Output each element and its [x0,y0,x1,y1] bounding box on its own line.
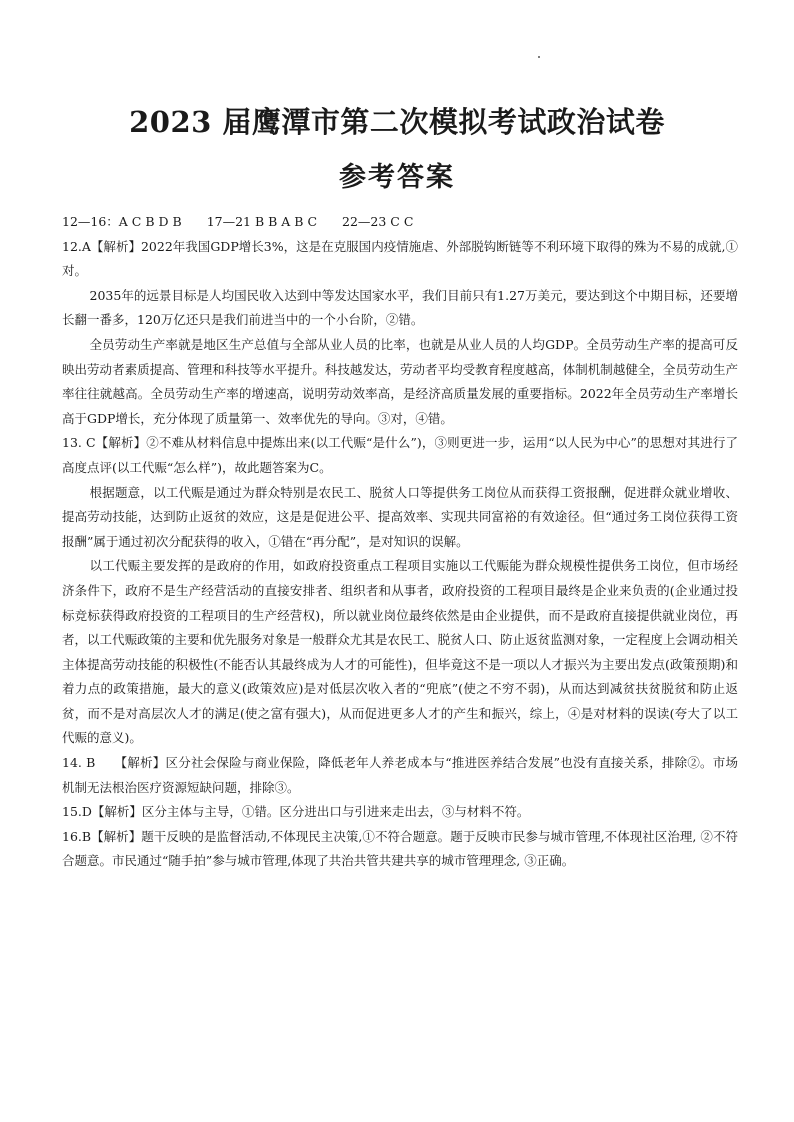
explanation-paragraph: 以工代赈主要发挥的是政府的作用，如政府投资重点工程项目实施以工代赈能为群众规模性提供务工岗位，但市场经济条件下，政府不是生产经营活动的直接安排者、组织者和从事者，政府投资的工程项目最终是企业来负责的(企业通过投标竞标获得政府投资的工程项目的生产经营权)，所以就业岗位最终依然是由企业提供，而不是政府直接提供就业岗位，再者，以工代赈政策的主要和优先服务对象是一般群众尤其是农民工、脱贫人口、防止返贫监测对象，一定程度上会调动相关主体提高劳动技能的积极性(不能否认其最终成为人才的可能性)，但毕竟这不是一项以人才振兴为主要出发点(政策预期)和着力点的政策措施，最大的意义(政策效应)是对低层次收入者的“兜底”(使之不穷不弱)，从而达到减贫扶贫脱贫和防止返贫，而不是对高层次人才的满足(使之富有强大)，从而促进更多人才的产生和振兴，综上，④是对材料的误读(夸大了以工代赈的意义)。 [62,558,738,746]
explanation-paragraph: 14. B 【解析】区分社会保险与商业保险，降低老年人养老成本与“推进医养结合发展”也没有直接关系，排除②。市场机制无法根治医疗资源短缺问题，排除③。 [62,755,738,795]
explanation-paragraph: 16.B【解析】题干反映的是监督活动,不体现民主决策,①不符合题意。题于反映市民参与城市管理,不体现社区治理, ②不符合题意。市民通过“随手拍”参与城市管理,体现了共治共管共建共享的城市管理理念, ③正确。 [62,828,738,869]
explanation-paragraph: 根据题意，以工代赈是通过为群众特别是农民工、脱贫人口等提供务工岗位从而获得工资报酬，促进群众就业增收、提高劳动技能，达到防止返贫的效应，这是是促进公平、提高效率、实现共同富裕的有效途径。但“通过务工岗位获得工资报酬”属于通过初次分配获得的收入，①错在“再分配”，是对知识的误解。 [62,484,738,549]
explanation-paragraph: 15.D【解析】区分主体与主导，①错。区分进出口与引进来走出去，③与材料不符。 [62,804,530,820]
explanation-paragraph: 2035年的远景目标是人均国民收入达到中等发达国家水平，我们目前只有1.27万美元，要达到这个中期目标，还要增长翻一番多，120万亿还只是我们前进当中的一个小台阶，②错。 [62,287,738,328]
scan-speck [538,56,540,58]
answer-key-line: 12—16：A C B D B 17—21 B B A B C 22—23 C C [62,214,414,229]
explanation-paragraph: 13. C【解析】②不难从材料信息中提炼出来(以工代赈“是什么”)，③则更进一步，运用“以人民为中心”的思想对其进行了高度点评(以工代赈“怎么样”)，故此题答案为C。 [62,435,738,475]
answer-body [62,210,738,874]
explanation-paragraph: 12.A【解析】2022年我国GDP增长3%，这是在克服国内疫情施虐、外部脱钩断链等不利环境下取得的殊为不易的成就,①对。 [62,238,738,279]
page-subtitle: 参考答案 [339,162,455,193]
page-title: 2023 届鹰潭市第二次模拟考试政治试卷 [129,105,665,139]
explanation-paragraph: 全员劳动生产率就是地区生产总值与全部从业人员的比率，也就是从业人员的人均GDP。全员劳动生产率的提高可反映出劳动者素质提高、管理和科技等水平提升。科技越发达，劳动者平均受教育程度越高，体制机制越健全，全员劳动生产率往往就越高。全员劳动生产率的增速高，说明劳动效率高，是经济高质量发展的重要指标。2022年全员劳动生产率增长高于GDP增长，充分体现了质量第一、效率优先的导向。③对，④错。 [62,336,738,426]
